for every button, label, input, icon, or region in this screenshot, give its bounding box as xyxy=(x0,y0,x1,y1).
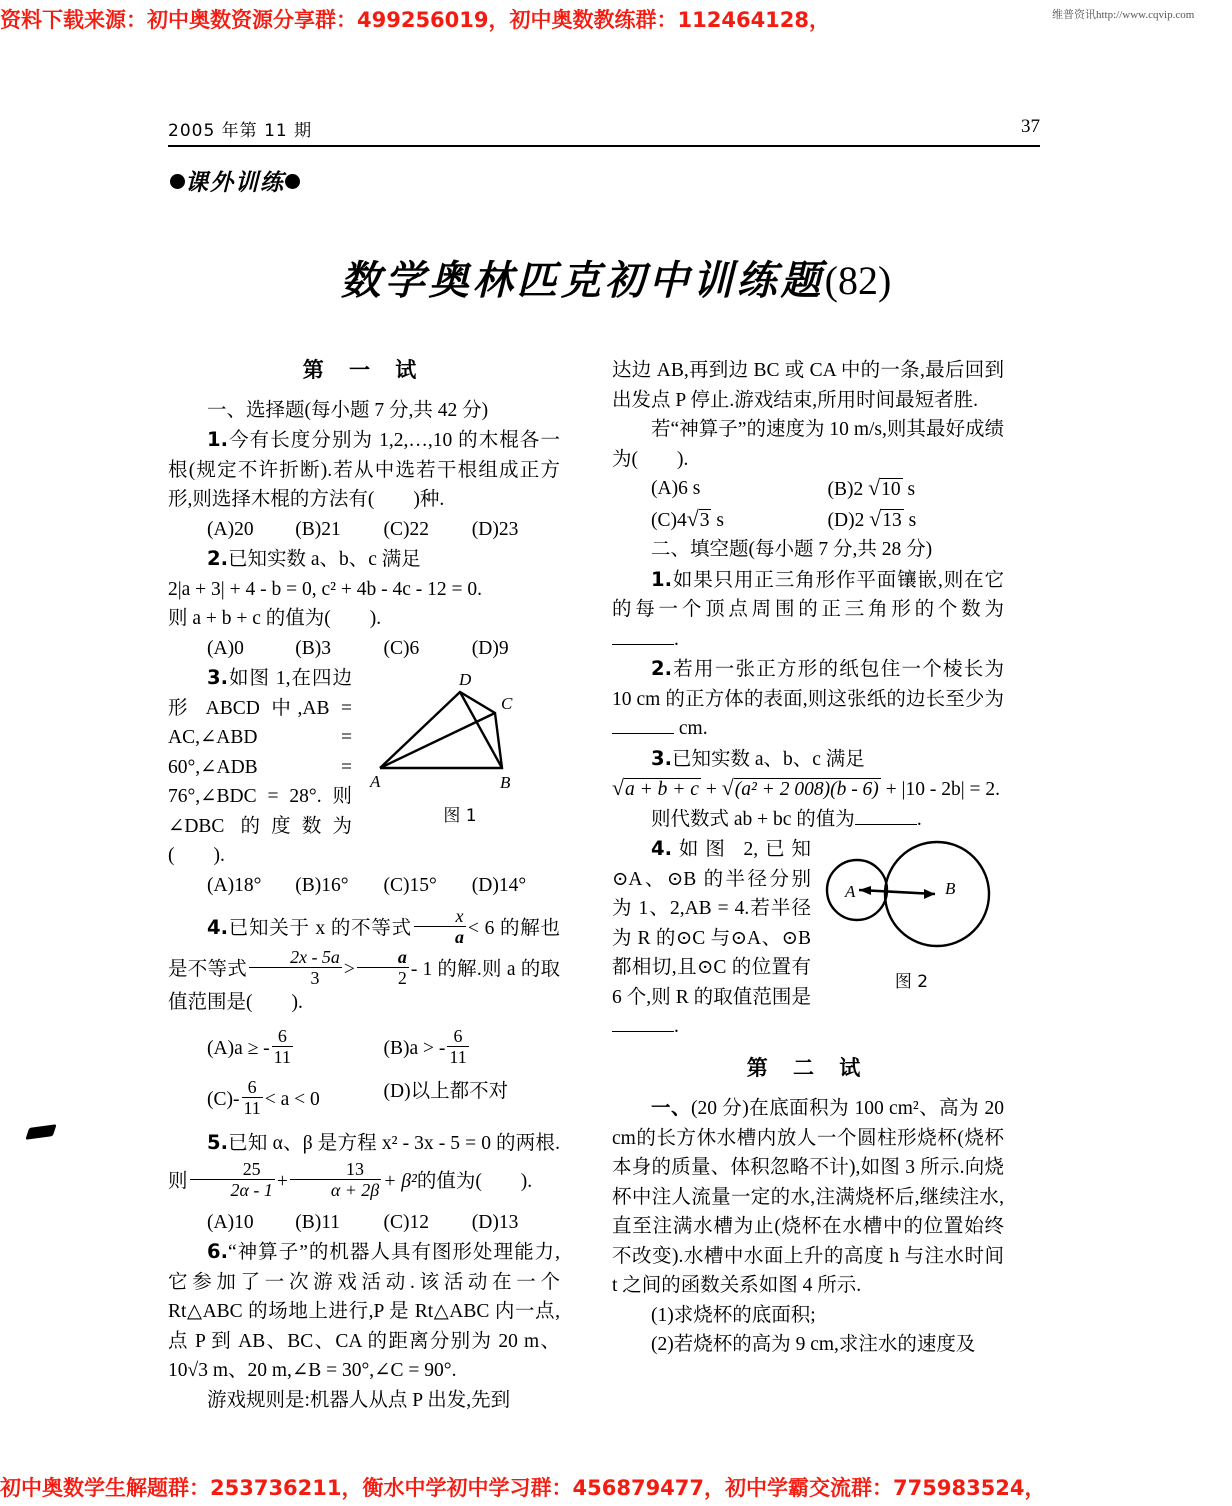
q4-lead: 已知关于 x 的不等式 xyxy=(227,917,412,939)
q6-paragraph-1: “神算子”的机器人具有图形处理能力,它参加了一次游戏活动.该活动在一个 Rt△ABC 的场地上进行,P 是 Rt△ABC 内一点,点 P 到 AB、BC、CA 的距离分别为 20 m、10√3 m、20 m,∠B = 30°,∠C = 90°. xyxy=(168,1242,560,1382)
running-head xyxy=(168,116,1040,141)
question-2 xyxy=(168,544,560,575)
q6-paragraph-3: 若“神算子”的速度为 10 m/s,则其最好成绩为( ). xyxy=(612,419,1004,470)
q6-options-row-2 xyxy=(612,505,1004,536)
q4-options-row-2 xyxy=(168,1077,560,1118)
part1-heading: 一、选择题(每小题 7 分,共 42 分) xyxy=(207,399,489,421)
q4-option-a-fraction: $\frac{6}{11}$ xyxy=(273,1025,291,1067)
q6-option-d: (D)2 √13 s xyxy=(828,505,1005,536)
q6-option-a: (A)6 s xyxy=(651,478,701,499)
q5-plus-1: + xyxy=(276,1170,288,1192)
q3-option-a: (A)18° xyxy=(207,874,262,896)
q5-options xyxy=(168,1208,560,1238)
q1-option-c: (C)22 xyxy=(383,518,429,540)
section-tag-label: 课外训练 xyxy=(185,170,285,196)
blank-1: 1.如果只用正三角形作平面镶嵌,则在它的每一个顶点周围的正三角形的个数为. xyxy=(612,567,1004,650)
watermark-url: http://www.cqvip.com xyxy=(1096,9,1195,21)
question-4 xyxy=(168,906,560,1018)
q3-options xyxy=(168,871,560,901)
q5-option-a: (A)10 xyxy=(207,1211,254,1233)
q6-number: 6. xyxy=(207,1240,228,1264)
q2-line3: 则 a + b + c 的值为( ). xyxy=(168,608,382,629)
watermark-cn: 维普资讯 xyxy=(1052,8,1096,21)
paper2-heading: 第 二 试 xyxy=(746,1055,870,1080)
q4-fraction-3: $\frac{a}{2}$ xyxy=(357,947,409,988)
page-title xyxy=(0,249,1232,306)
svg-text:A: A xyxy=(370,772,381,791)
blank-2 xyxy=(612,654,1004,744)
right-column xyxy=(612,356,1004,1360)
scan-artifact xyxy=(25,1124,56,1140)
q6-option-b-radical: √10 xyxy=(868,476,901,500)
b4-answer-blank xyxy=(612,1016,674,1032)
q1-option-a: (A)20 xyxy=(207,518,254,540)
q2-line1: 已知实数 a、b、c 满足 xyxy=(227,549,421,570)
q4-tail: - 1 的解.则 a 的取值范围是( ). xyxy=(168,958,560,1014)
q6-paragraph-2-cont: 达边 AB,再到边 BC 或 CA 中的一条,最后回到出发点 P 停止.游戏结束,所用时间最短者胜. xyxy=(612,360,1004,411)
b3-answer-blank xyxy=(855,809,917,825)
q4-option-c-fraction: $\frac{6}{11}$ xyxy=(243,1076,261,1119)
q4-number: 4. xyxy=(207,915,228,939)
b1-number: 1. xyxy=(651,567,672,591)
p2q1-sub-2: (2)若烧杯的高为 9 cm,求注水的速度及 xyxy=(651,1334,976,1355)
q4-fraction-2: $\frac{2x - 5a}{3}$ xyxy=(249,947,342,988)
b1-text: 如果只用正三角形作平面镶嵌,则在它的每一个顶点周围的正三角形的个数为 xyxy=(612,569,1004,620)
b3-line3: 则代数式 ab + bc 的值为 . xyxy=(651,808,922,830)
svg-text:A: A xyxy=(845,882,856,901)
q5-option-d: (D)13 xyxy=(471,1211,519,1233)
q1-text: 今有长度分别为 1,2,…,10 的木棍各一根(规定不许折断).若从中选若干根组成正方形,则选择木棍的方法有( )种. xyxy=(168,430,560,510)
watermark xyxy=(1052,6,1194,22)
b3-radical-2: √(a² + 2 008)(b - 6) xyxy=(721,776,879,800)
q1-number: 1. xyxy=(207,428,228,451)
q3-option-b: (B)16° xyxy=(295,874,349,896)
q5-fraction-2: $\frac{13}{\alpha + 2\beta}$ xyxy=(290,1159,381,1200)
p2q1-sub-1: (1)求烧杯的底面积; xyxy=(651,1304,816,1326)
promo-banner-bottom: 初中奥数学生解题群：253736211，衡水中学初中学习群：456879477，初中学霸交流群：775983524， xyxy=(0,1476,1046,1500)
question-1 xyxy=(168,425,560,515)
b2-answer-blank xyxy=(612,718,674,734)
q5-option-c: (C)12 xyxy=(383,1211,429,1233)
q6-paragraph-2-lead: 游戏规则是:机器人从点 P 出发,先到 xyxy=(207,1389,511,1411)
section-tag xyxy=(170,164,300,197)
q2-option-a: (A)0 xyxy=(207,637,244,659)
q4-option-c: (C)- $\frac{6}{11}$ < a < 0 xyxy=(207,1076,320,1119)
bullet-dot-left-icon xyxy=(170,174,185,189)
paper2-question-1 xyxy=(612,1093,1004,1301)
part2-heading: 二、填空题(每小题 7 分,共 28 分) xyxy=(651,539,933,560)
q4-mid: < 6 的解也是不等式 xyxy=(168,917,560,980)
q2-line2: 2|a + 3| + 4 - b = 0, c² + 4b - 4c - 12 = 0. xyxy=(168,578,482,600)
b2-number: 2. xyxy=(651,657,672,680)
q6-option-d-radical: √13 xyxy=(869,506,902,531)
figure-2-drawing xyxy=(819,836,1004,961)
b3-line1: 已知实数 a、b、c 满足 xyxy=(671,748,865,770)
q5-tail: 的值为( ). xyxy=(416,1170,533,1192)
q5-option-b: (B)11 xyxy=(295,1211,341,1233)
issue-label: 2005 年第 11 期 xyxy=(168,121,313,141)
q4-fraction-1: $\frac{x}{a}$ xyxy=(414,906,466,947)
question-5 xyxy=(168,1128,560,1200)
svg-text:D: D xyxy=(459,670,472,689)
b3-radical-1: √a + b + c xyxy=(612,776,699,800)
q3-option-c: (C)15° xyxy=(383,874,437,896)
b1-answer-blank xyxy=(612,629,674,645)
p2q1-number: 一、 xyxy=(651,1096,691,1119)
q2-number: 2. xyxy=(207,547,228,570)
blank-3 xyxy=(612,744,1004,775)
header-rule xyxy=(168,145,1040,147)
b2-text-b: cm. xyxy=(678,718,708,739)
q5-fraction-1: $\frac{25}{2\alpha - 1}$ xyxy=(190,1159,275,1200)
page-title-number: (82) xyxy=(824,258,892,303)
promo-banner-top: 资料下载来源：初中奥数资源分享群：499256019，初中奥数教练群：112464128， xyxy=(0,8,831,32)
q6-paragraph-2-left xyxy=(168,1386,560,1416)
q4-options-row-1 xyxy=(168,1026,560,1067)
q6-option-b: (B)2 √10 s xyxy=(828,474,1005,505)
q1-option-b: (B)21 xyxy=(295,518,341,540)
q3-number: 3. xyxy=(207,666,228,689)
q2-option-d: (D)9 xyxy=(471,637,509,659)
q4-option-b: (B)a > - $\frac{6}{11}$ xyxy=(383,1025,467,1067)
svg-text:B: B xyxy=(500,773,511,792)
blank-4: 4.如图 2,已知⊙A、⊙B 的半径分别为 1、2,AB = 4.若半径为 R 的⊙C 与⊙A、⊙B 都相切,且⊙C 的位置有 6 个,则 R 的取值范围是. xyxy=(612,837,811,1037)
figure-2-caption: 图 2 xyxy=(894,971,929,992)
q4-option-b-fraction: $\frac{6}{11}$ xyxy=(449,1025,467,1067)
b3-plus: + xyxy=(705,779,717,800)
q6-option-c: (C)4√3 s xyxy=(651,505,828,536)
q2-options xyxy=(168,634,560,664)
q5-number: 5. xyxy=(207,1131,228,1155)
figure-2 xyxy=(819,836,1004,991)
q3-text: 如图 1,在四边形 ABCD 中,AB = AC,∠ABD = 60°,∠ADB = 76°,∠BDC = 28°. 则∠DBC 的度数为( ). xyxy=(168,668,352,866)
q1-options xyxy=(168,515,560,545)
figure-1 xyxy=(360,665,560,825)
page-title-text: 数学奥林匹克初中训练题 xyxy=(340,258,825,304)
p2q1-text: (20 分)在底面积为 100 cm²、高为 20 cm的长方休水槽内放人一个圆柱形烧杯(烧杯本身的质量、体积忽略不计),如图 3 所示.向烧杯中注人流量一定的水,注满烧杯后,继续注水,直至注满水槽为止(烧杯在水槽中的位置始终不改变).水槽中水面上升的高度 h 与注水时间 t 之间的函数关系如图 4 所示. xyxy=(612,1098,1004,1296)
paper1-heading: 第 一 试 xyxy=(302,358,426,382)
b3-equation xyxy=(612,774,1004,805)
bullet-dot-right-icon xyxy=(285,174,300,189)
q2-option-c: (C)6 xyxy=(383,637,420,659)
q2-option-b: (B)3 xyxy=(295,637,331,659)
b3-tail: + |10 - 2b| = 2. xyxy=(885,779,1000,800)
page-sheet xyxy=(0,44,1232,1464)
b4-number: 4. xyxy=(651,837,672,860)
page-number: 37 xyxy=(1021,116,1040,137)
figure-1-caption: 图 1 xyxy=(443,805,477,826)
q6-option-c-radical: √3 xyxy=(686,506,710,531)
b4-text: 如图 2,已知⊙A、⊙B 的半径分别为 1、2,AB = 4.若半径为 R 的⊙C 与⊙A、⊙B 都相切,且⊙C 的位置有 6 个,则 R 的取值范围是 xyxy=(612,839,811,1008)
q6-options-row-1 xyxy=(612,474,1004,505)
q3-option-d: (D)14° xyxy=(471,874,527,896)
b2-text-a: 若用一张正方形的纸包住一个棱长为 10 cm 的正方体的表面,则这张纸的边长至少为 xyxy=(612,659,1004,710)
question-6 xyxy=(168,1237,560,1386)
q4-gt: > xyxy=(343,958,355,980)
figure-1-drawing xyxy=(360,665,560,795)
q5-lead: 已知 α、β 是方程 x² - 3x - 5 = 0 的两根.则 xyxy=(168,1133,560,1192)
q4-option-a: (A)a ≥ - $\frac{6}{11}$ xyxy=(207,1025,291,1067)
q4-option-d: (D)以上都不对 xyxy=(383,1080,509,1102)
b3-number: 3. xyxy=(651,746,672,770)
q5-plus-2: + β² xyxy=(383,1170,417,1192)
svg-text:C: C xyxy=(501,694,513,713)
b3-line3-text: 则代数式 ab + bc 的值为 xyxy=(651,808,855,830)
left-column xyxy=(168,356,560,1415)
q1-option-d: (D)23 xyxy=(471,518,519,540)
svg-text:B: B xyxy=(945,879,956,898)
